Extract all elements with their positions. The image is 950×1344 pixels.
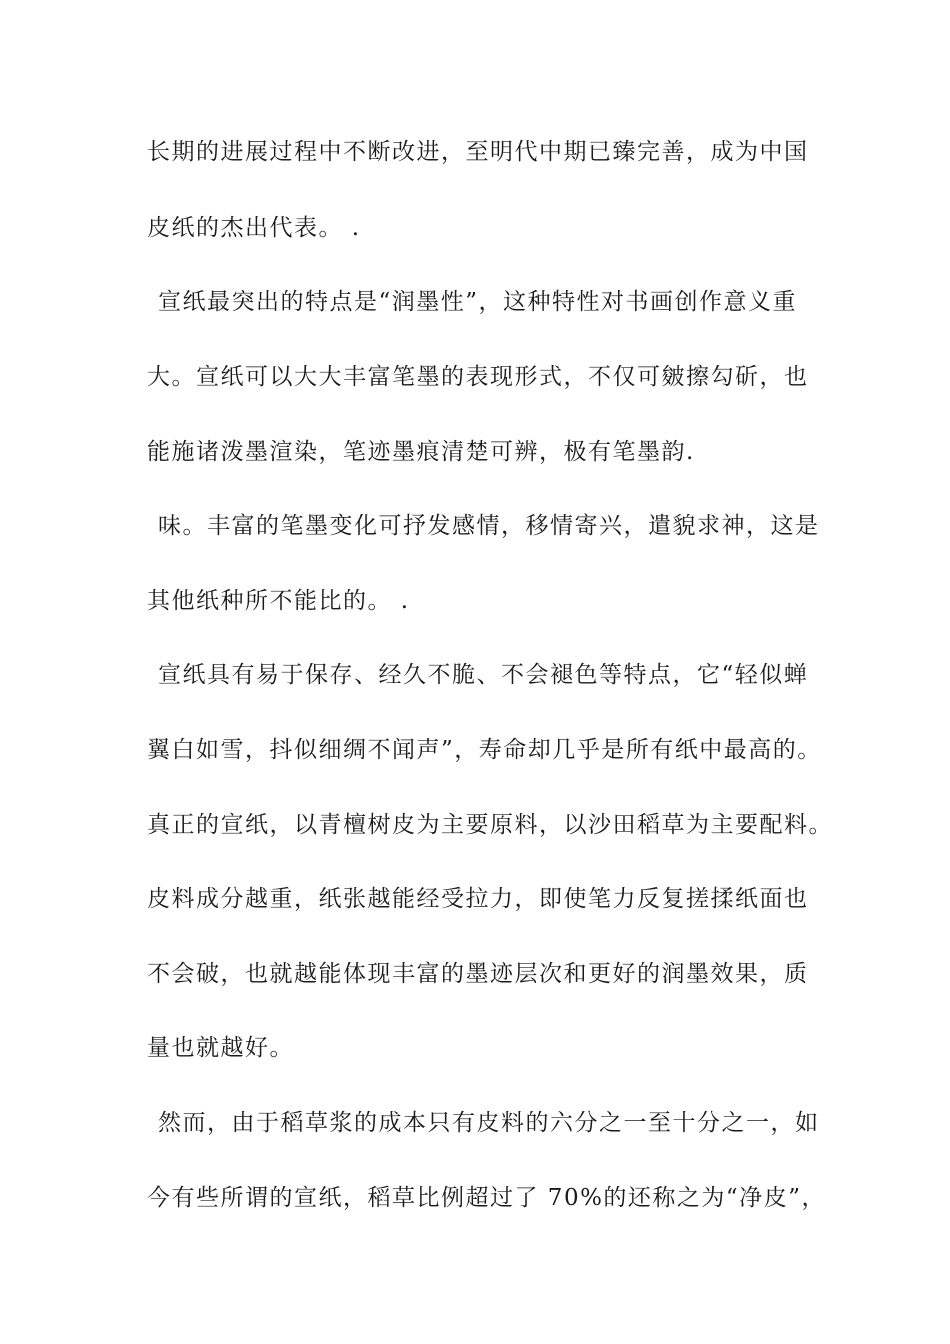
text-line: 长期的进展过程中不断改进，至明代中期已臻完善，成为中国	[147, 139, 809, 165]
text-line: 宣纸具有易于保存、经久不脆、不会褪色等特点，它“轻似蝉	[158, 662, 809, 688]
text-line: 翼白如雪，抖似细绸不闻声”，寿命却几乎是所有纸中最高的。	[147, 737, 822, 763]
text-line: 量也就越好。	[147, 1035, 294, 1061]
text-line: 皮料成分越重，纸张越能经受拉力，即使笔力反复搓揉纸面也	[147, 886, 809, 912]
text-line: 不会破，也就越能体现丰富的墨迹层次和更好的润墨效果，质	[147, 961, 809, 987]
text-line: 宣纸最突出的特点是“润墨性”，这种特性对书画创作意义重	[158, 289, 798, 315]
text-line: 其他纸种所不能比的。 .	[147, 588, 410, 614]
text-line: 真正的宣纸，以青檀树皮为主要原料，以沙田稻草为主要配料。	[147, 812, 833, 838]
text-line: 今有些所谓的宣纸，稻草比例超过了 70%的还称之为“净皮”，	[147, 1185, 826, 1211]
text-line: 大。宣纸可以大大丰富笔墨的表现形式，不仅可皴擦勾斫，也	[147, 364, 809, 390]
text-line: 然而，由于稻草浆的成本只有皮料的六分之一至十分之一，如	[158, 1110, 820, 1136]
text-line: 皮纸的杰出代表。 .	[147, 215, 361, 241]
text-line: 能施诸泼墨渲染，笔迹墨痕清楚可辨，极有笔墨韵.	[147, 439, 695, 465]
text-line: 味。丰富的笔墨变化可抒发感情，移情寄兴，遣貌求神，这是	[158, 513, 820, 539]
